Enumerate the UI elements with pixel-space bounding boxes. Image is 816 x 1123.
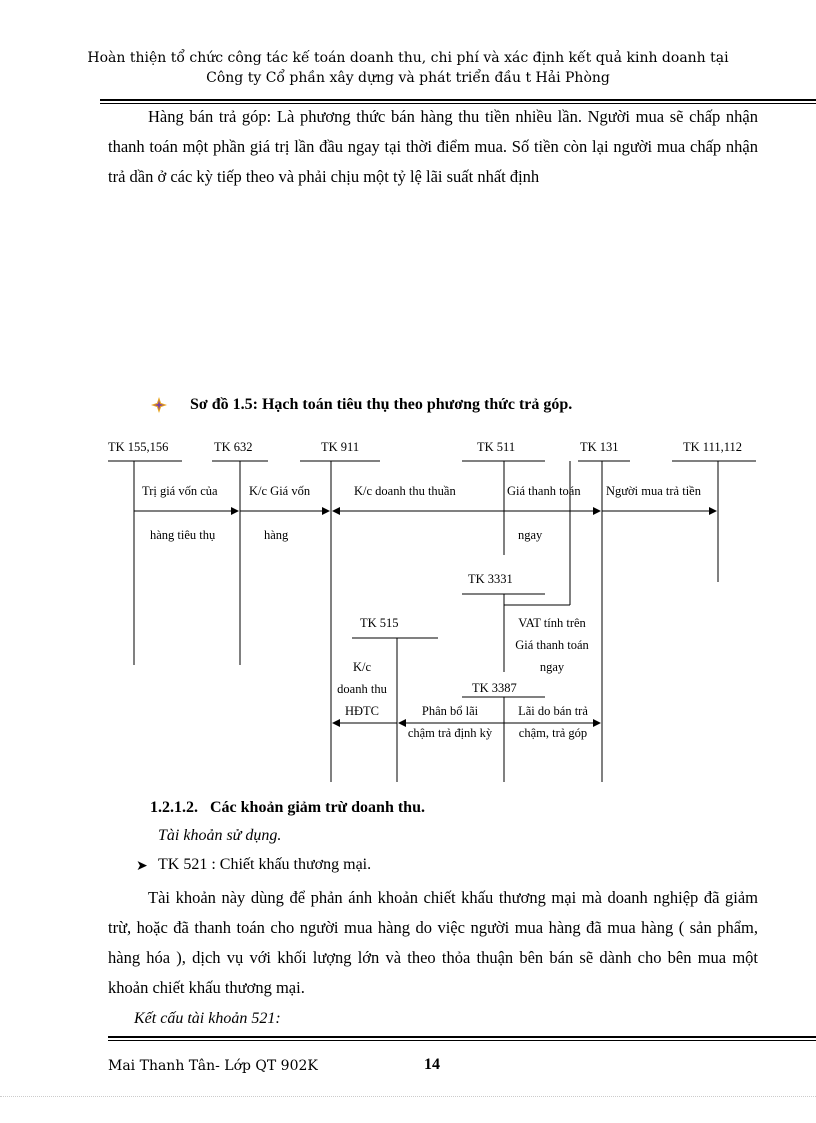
account-tk155: TK 155,156 [108,440,169,454]
label-interest-1: Lãi do bán trả [518,704,588,718]
running-header-line-1: Hoàn thiện tổ chức công tác kế toán doanh thu, chi phí và xác định kết quả kinh doanh tại [87,50,729,66]
account-tk632: TK 632 [214,440,253,454]
page-bottom-edge [0,1096,816,1097]
section-heading: 1.2.1.2. Các khoản giảm trừ doanh thu. [150,799,425,816]
account-tk111: TK 111,112 [683,440,743,454]
label-cost-top: Trị giá vốn của [142,484,218,498]
paragraph-tk521-description: Tài khoản này dùng để phản ánh khoản chiết khấu thương mại mà doanh nghiệp đã giảm trừ, hoặc đã thanh toán cho người mua hàng do việc người mua hàng đã mua hàng ( sản phẩm, hàng hóa ), dịch vụ với khối lượng lớn và theo thỏa thuận bên bán sẽ dành cho bên mua một khoản chiết khấu thương mại. [108,888,758,997]
footer-rule-thick [108,1036,816,1038]
account-tk515: TK 515 [360,616,399,630]
page-number: 14 [424,1056,440,1073]
label-kc-financial-3: HĐTC [344,704,380,718]
account-tk511: TK 511 [477,440,516,454]
label-interest-2: chậm, trả góp [518,726,588,740]
label-cost-bottom: hàng tiêu thụ [150,528,216,542]
diagram-title: Sơ đồ 1.5: Hạch toán tiêu thụ theo phương thức trả góp. [190,396,573,413]
label-vat-line-2: Giá thanh toán [515,638,589,652]
running-header-line-2: Công ty Cổ phần xây dựng và phát triển đầu t Hải Phòng [206,70,610,86]
paragraph-installment-sales: Hàng bán trả góp: Là phương thức bán hàng thu tiền nhiều lần. Người mua sẽ chấp nhận thanh toán một phần giá trị lần đầu ngay tại thời điểm mua. Số tiền còn lại người mua chấp nhận trả dần ở các kỳ tiếp theo và phải chịu một tỷ lệ lãi suất nhất định [108,107,758,186]
accounts-used-label: Tài khoản sử dụng. [158,827,282,844]
bullet-tk521: TK 521 : Chiết khấu thương mại. [158,856,372,873]
label-price-bottom: ngay [518,528,543,542]
label-vat-line-1: VAT tính trên [518,616,586,630]
structure-label: Kết cấu tài khoản 521: [134,1010,281,1027]
label-vat-line-3: ngay [539,660,565,674]
label-allocation-2: chậm trả định kỳ [407,726,493,740]
label-kc-financial-1: K/c [352,660,372,674]
arrow-bullet-icon: ➤ [136,859,148,874]
account-tk3331: TK 3331 [468,572,513,586]
label-kc-cost-bottom: hàng [264,528,289,542]
label-price-top: Giá thanh toán [507,484,581,498]
label-allocation-1: Phân bổ lãi [421,704,479,718]
footer-author: Mai Thanh Tân- Lớp QT 902K [108,1058,318,1074]
account-tk911: TK 911 [321,440,360,454]
label-kc-cost-top: K/c Giá vốn [249,484,311,498]
footer-rule-thin [108,1040,816,1041]
account-tk3387: TK 3387 [472,681,517,695]
label-buyer-pays: Người mua trả tiền [606,484,701,498]
label-kc-revenue: K/c doanh thu thuần [354,484,456,498]
label-kc-financial-2: doanh thu [337,682,387,696]
account-tk131: TK 131 [580,440,619,454]
